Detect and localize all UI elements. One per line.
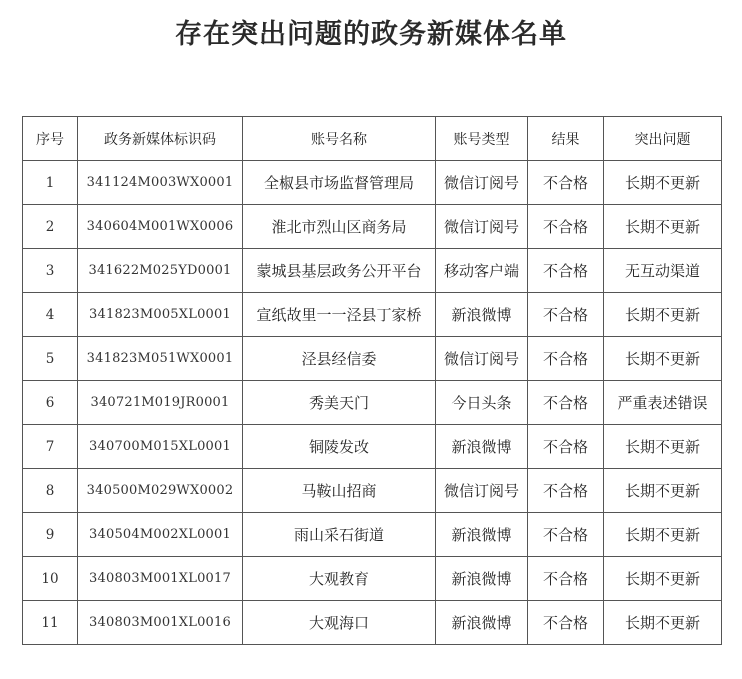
cell-issue: 长期不更新	[604, 469, 722, 513]
cell-issue: 长期不更新	[604, 513, 722, 557]
cell-account-name: 大观海口	[243, 601, 436, 645]
table-row	[23, 601, 722, 645]
cell-account-name: 大观教育	[243, 557, 436, 601]
cell-account-type: 今日头条	[436, 381, 528, 425]
cell-account-name: 泾县经信委	[243, 337, 436, 381]
cell-result: 不合格	[528, 557, 604, 601]
cell-account-type: 移动客户端	[436, 249, 528, 293]
cell-index: 4	[23, 293, 78, 337]
cell-result: 不合格	[528, 293, 604, 337]
cell-account-name: 蒙城县基层政务公开平台	[243, 249, 436, 293]
cell-account-name: 秀美天门	[243, 381, 436, 425]
cell-media-code: 340803M001XL0016	[78, 601, 243, 645]
cell-issue: 长期不更新	[604, 161, 722, 205]
cell-account-type: 新浪微博	[436, 425, 528, 469]
cell-issue: 长期不更新	[604, 205, 722, 249]
cell-media-code: 340604M001WX0006	[78, 205, 243, 249]
cell-result: 不合格	[528, 161, 604, 205]
cell-index: 8	[23, 469, 78, 513]
cell-issue: 长期不更新	[604, 557, 722, 601]
cell-issue: 长期不更新	[604, 337, 722, 381]
cell-account-type: 微信订阅号	[436, 469, 528, 513]
cell-result: 不合格	[528, 249, 604, 293]
cell-index: 2	[23, 205, 78, 249]
cell-result: 不合格	[528, 381, 604, 425]
cell-issue: 长期不更新	[604, 293, 722, 337]
table-row	[23, 249, 722, 293]
cell-index: 9	[23, 513, 78, 557]
cell-account-name: 马鞍山招商	[243, 469, 436, 513]
cell-account-type: 新浪微博	[436, 557, 528, 601]
cell-media-code: 341823M051WX0001	[78, 337, 243, 381]
cell-account-name: 铜陵发改	[243, 425, 436, 469]
cell-media-code: 340500M029WX0002	[78, 469, 243, 513]
cell-index: 6	[23, 381, 78, 425]
cell-issue: 无互动渠道	[604, 249, 722, 293]
cell-index: 3	[23, 249, 78, 293]
header-media-code: 政务新媒体标识码	[78, 117, 243, 161]
cell-index: 1	[23, 161, 78, 205]
cell-media-code: 341622M025YD0001	[78, 249, 243, 293]
header-index: 序号	[23, 117, 78, 161]
cell-account-type: 新浪微博	[436, 513, 528, 557]
cell-index: 10	[23, 557, 78, 601]
header-issue: 突出问题	[604, 117, 722, 161]
cell-account-type: 新浪微博	[436, 293, 528, 337]
cell-account-name: 全椒县市场监督管理局	[243, 161, 436, 205]
cell-result: 不合格	[528, 601, 604, 645]
document-title: 存在突出问题的政务新媒体名单	[175, 19, 567, 50]
cell-result: 不合格	[528, 425, 604, 469]
table-row	[23, 337, 722, 381]
cell-media-code: 341823M005XL0001	[78, 293, 243, 337]
table-row	[23, 161, 722, 205]
cell-index: 11	[23, 601, 78, 645]
cell-media-code: 340721M019JR0001	[78, 381, 243, 425]
cell-result: 不合格	[528, 337, 604, 381]
cell-media-code: 340803M001XL0017	[78, 557, 243, 601]
table-header-row	[23, 117, 722, 161]
table-row	[23, 557, 722, 601]
cell-media-code: 340700M015XL0001	[78, 425, 243, 469]
cell-account-type: 微信订阅号	[436, 205, 528, 249]
cell-media-code: 340504M002XL0001	[78, 513, 243, 557]
cell-media-code: 341124M003WX0001	[78, 161, 243, 205]
table-row	[23, 469, 722, 513]
cell-index: 7	[23, 425, 78, 469]
cell-account-type: 微信订阅号	[436, 337, 528, 381]
cell-account-name: 淮北市烈山区商务局	[243, 205, 436, 249]
cell-issue: 严重表述错误	[604, 381, 722, 425]
cell-issue: 长期不更新	[604, 425, 722, 469]
header-result: 结果	[528, 117, 604, 161]
header-account-name: 账号名称	[243, 117, 436, 161]
cell-account-type: 新浪微博	[436, 601, 528, 645]
table-row	[23, 513, 722, 557]
table-row	[23, 293, 722, 337]
header-account-type: 账号类型	[436, 117, 528, 161]
cell-index: 5	[23, 337, 78, 381]
cell-account-type: 微信订阅号	[436, 161, 528, 205]
cell-account-name: 宣纸故里一一泾县丁家桥	[243, 293, 436, 337]
table-row	[23, 425, 722, 469]
cell-result: 不合格	[528, 513, 604, 557]
table-row	[23, 205, 722, 249]
table-row	[23, 381, 722, 425]
cell-account-name: 雨山采石街道	[243, 513, 436, 557]
cell-issue: 长期不更新	[604, 601, 722, 645]
cell-result: 不合格	[528, 205, 604, 249]
media-list-table	[22, 116, 722, 645]
cell-result: 不合格	[528, 469, 604, 513]
